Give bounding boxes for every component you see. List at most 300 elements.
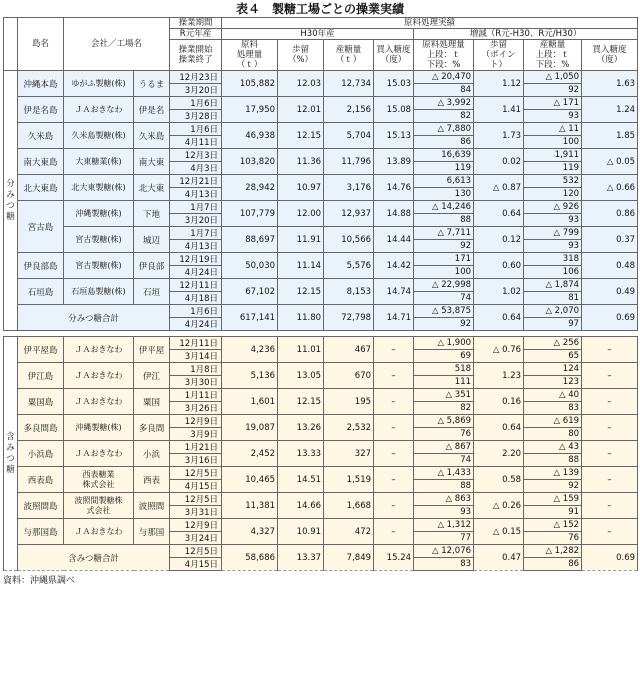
diff-processed-t: 171 [414, 253, 474, 266]
sugar-value: 13.89 [374, 149, 414, 175]
processed-value: 4,327 [222, 519, 278, 545]
header-start-end: 操業開始 操業終了 [170, 40, 222, 71]
start-date: 1月21日 [170, 441, 222, 454]
company-name: 宮古製糖(株) [64, 227, 134, 253]
ratio-value: 11.14 [278, 253, 324, 279]
table-row [4, 149, 638, 162]
diff-processed-pct: 130 [414, 188, 474, 201]
factory-name: 伊江 [134, 363, 170, 389]
ratio-value: 13.37 [278, 545, 324, 571]
category-label: 含みつ糖 [4, 337, 18, 571]
island-name: 久米島 [18, 123, 64, 149]
factory-name: 久米島 [134, 123, 170, 149]
end-date: 4月24日 [170, 266, 222, 279]
company-name: ＪＡおきなわ [64, 97, 134, 123]
island-name: 与那国島 [18, 519, 64, 545]
company-name: 大東糖業(株) [64, 149, 134, 175]
diff-processed-t: △ 12,076 [414, 545, 474, 558]
diff-sugar-value: – [582, 337, 638, 363]
header-island: 島名 [18, 18, 64, 71]
diff-output-pct: 93 [524, 240, 582, 253]
island-name: 伊江島 [18, 363, 64, 389]
diff-ratio-value: △ 0.76 [474, 337, 524, 363]
island-name: 多良間島 [18, 415, 64, 441]
diff-processed-t: △ 351 [414, 389, 474, 402]
table-row [4, 201, 638, 214]
diff-output-pct: 92 [524, 480, 582, 493]
processed-value: 2,452 [222, 441, 278, 467]
diff-output-t: △ 11 [524, 123, 582, 136]
diff-processed-t: △ 7,880 [414, 123, 474, 136]
header-diff-processed: 原料処理量 上段：ｔ 下段：% [414, 40, 474, 71]
end-date: 3月9日 [170, 428, 222, 441]
diff-processed-t: △ 863 [414, 493, 474, 506]
header-ratio: 歩留 （%） [278, 40, 324, 71]
island-name: 波照間島 [18, 493, 64, 519]
processed-value: 105,882 [222, 71, 278, 97]
diff-processed-pct: 84 [414, 84, 474, 97]
ratio-value: 14.51 [278, 467, 324, 493]
diff-processed-pct: 100 [414, 266, 474, 279]
start-date: 12月9日 [170, 519, 222, 532]
output-value: 8,153 [324, 279, 374, 305]
island-name: 南大東島 [18, 149, 64, 175]
diff-output-pct: 120 [524, 188, 582, 201]
diff-output-pct: 106 [524, 266, 582, 279]
header-diff-sugar: 買入糖度 （度） [582, 40, 638, 71]
end-date: 4月13日 [170, 188, 222, 201]
processed-value: 88,697 [222, 227, 278, 253]
diff-processed-t: △ 3,992 [414, 97, 474, 110]
end-date: 3月31日 [170, 506, 222, 519]
diff-output-t: △ 159 [524, 493, 582, 506]
diff-output-pct: 123 [524, 376, 582, 389]
header-output: 産糖量 （ｔ） [324, 40, 374, 71]
processed-value: 58,686 [222, 545, 278, 571]
header-period: 操業期間 [170, 18, 222, 29]
factory-name: 小浜 [134, 441, 170, 467]
output-value: 670 [324, 363, 374, 389]
diff-sugar-value: – [582, 493, 638, 519]
end-date: 3月26日 [170, 402, 222, 415]
ratio-value: 13.33 [278, 441, 324, 467]
total-label: 分みつ糖合計 [18, 305, 170, 331]
ratio-value: 12.15 [278, 389, 324, 415]
total-row [4, 305, 638, 318]
ratio-value: 12.15 [278, 123, 324, 149]
processed-value: 19,087 [222, 415, 278, 441]
diff-sugar-value: 1.85 [582, 123, 638, 149]
start-date: 12月19日 [170, 253, 222, 266]
processed-value: 103,820 [222, 149, 278, 175]
factory-name: 南大東 [134, 149, 170, 175]
diff-ratio-value: 1.41 [474, 97, 524, 123]
diff-output-t: △ 256 [524, 337, 582, 350]
diff-sugar-value: – [582, 415, 638, 441]
end-date: 3月20日 [170, 84, 222, 97]
output-value: 72,798 [324, 305, 374, 331]
end-date: 3月20日 [170, 214, 222, 227]
table-row [4, 493, 638, 506]
processed-value: 17,950 [222, 97, 278, 123]
diff-processed-t: △ 867 [414, 441, 474, 454]
diff-sugar-value: – [582, 441, 638, 467]
diff-processed-pct: 82 [414, 402, 474, 415]
ratio-value: 12.03 [278, 71, 324, 97]
end-date: 4月24日 [170, 318, 222, 331]
diff-ratio-value: △ 0.87 [474, 175, 524, 201]
table-row [4, 123, 638, 136]
diff-output-t: 124 [524, 363, 582, 376]
island-name: 宮古島 [18, 201, 64, 253]
table-row [4, 97, 638, 110]
diff-output-t: △ 2,070 [524, 305, 582, 318]
diff-ratio-value: 0.60 [474, 253, 524, 279]
company-name: ＪＡおきなわ [64, 441, 134, 467]
diff-output-t: △ 1,874 [524, 279, 582, 292]
ratio-value: 12.01 [278, 97, 324, 123]
diff-processed-pct: 111 [414, 376, 474, 389]
sugar-value: 14.88 [374, 201, 414, 227]
processed-value: 617,141 [222, 305, 278, 331]
diff-processed-pct: 82 [414, 110, 474, 123]
sugar-value: 14.74 [374, 279, 414, 305]
diff-output-pct: 76 [524, 532, 582, 545]
diff-sugar-value: 0.69 [582, 305, 638, 331]
processed-value: 10,465 [222, 467, 278, 493]
island-name: 粟国島 [18, 389, 64, 415]
diff-processed-t: 6,613 [414, 175, 474, 188]
diff-output-pct: 88 [524, 454, 582, 467]
diff-output-pct: 65 [524, 350, 582, 363]
table-row [4, 71, 638, 84]
diff-sugar-value: – [582, 389, 638, 415]
processed-value: 107,779 [222, 201, 278, 227]
source-note: 資料：沖縄県調べ [3, 576, 76, 586]
company-name: 波照間製糖株 式会社 [64, 493, 134, 519]
diff-output-pct: 93 [524, 110, 582, 123]
sugar-value: 14.42 [374, 253, 414, 279]
ratio-value: 11.80 [278, 305, 324, 331]
processed-value: 11,381 [222, 493, 278, 519]
processed-value: 1,601 [222, 389, 278, 415]
diff-output-t: 318 [524, 253, 582, 266]
diff-processed-t: △ 20,470 [414, 71, 474, 84]
output-value: 1,668 [324, 493, 374, 519]
sugar-value: – [374, 337, 414, 363]
header-h30: H30年産 [222, 29, 414, 40]
header-results: 原料処理実績 [222, 18, 638, 29]
diff-ratio-value: △ 0.26 [474, 493, 524, 519]
company-name: 北大東製糖(株) [64, 175, 134, 201]
company-name: ＪＡおきなわ [64, 389, 134, 415]
table-title: 表４ 製糖工場ごとの操業実績 [235, 2, 404, 16]
start-date: 12月5日 [170, 545, 222, 558]
company-name: ＪＡおきなわ [64, 363, 134, 389]
diff-output-pct: 119 [524, 162, 582, 175]
diff-output-t: △ 139 [524, 467, 582, 480]
sugar-value: 15.08 [374, 97, 414, 123]
factory-name: 北大東 [134, 175, 170, 201]
diff-processed-pct: 92 [414, 318, 474, 331]
start-date: 12月3日 [170, 149, 222, 162]
start-date: 1月8日 [170, 363, 222, 376]
factory-name: 粟国 [134, 389, 170, 415]
processed-value: 67,102 [222, 279, 278, 305]
diff-sugar-value: – [582, 467, 638, 493]
company-name: 宮古製糖(株) [64, 253, 134, 279]
diff-processed-t: 16,639 [414, 149, 474, 162]
diff-output-t: △ 152 [524, 519, 582, 532]
diff-ratio-value: 0.16 [474, 389, 524, 415]
end-date: 4月3日 [170, 162, 222, 175]
start-date: 12月11日 [170, 279, 222, 292]
diff-output-pct: 86 [524, 558, 582, 571]
factory-name: 多良間 [134, 415, 170, 441]
diff-processed-pct: 76 [414, 428, 474, 441]
diff-output-pct: 92 [524, 84, 582, 97]
table-row [4, 279, 638, 292]
table-row [4, 363, 638, 376]
diff-ratio-value: 1.73 [474, 123, 524, 149]
diff-sugar-value: 0.69 [582, 545, 638, 571]
table-row [4, 337, 638, 350]
processed-value: 50,030 [222, 253, 278, 279]
start-date: 1月6日 [170, 305, 222, 318]
sugar-value: – [374, 467, 414, 493]
table-row [4, 227, 638, 240]
factory-name: 城辺 [134, 227, 170, 253]
ratio-value: 13.26 [278, 415, 324, 441]
diff-output-t: △ 619 [524, 415, 582, 428]
sugar-value: 15.13 [374, 123, 414, 149]
output-value: 327 [324, 441, 374, 467]
output-value: 472 [324, 519, 374, 545]
ratio-value: 11.36 [278, 149, 324, 175]
output-value: 2,532 [324, 415, 374, 441]
diff-processed-t: △ 1,312 [414, 519, 474, 532]
output-value: 7,849 [324, 545, 374, 571]
diff-ratio-value: 0.12 [474, 227, 524, 253]
diff-ratio-value: 1.12 [474, 71, 524, 97]
ratio-value: 11.01 [278, 337, 324, 363]
diff-output-t: △ 799 [524, 227, 582, 240]
diff-processed-t: △ 7,711 [414, 227, 474, 240]
company-name: ＪＡおきなわ [64, 519, 134, 545]
diff-processed-pct: 92 [414, 240, 474, 253]
operations-table [3, 17, 638, 571]
table-row [4, 519, 638, 532]
diff-processed-pct: 69 [414, 350, 474, 363]
island-name: 小浜島 [18, 441, 64, 467]
factory-name: 与那国 [134, 519, 170, 545]
factory-name: 伊良部 [134, 253, 170, 279]
diff-ratio-value: 0.64 [474, 201, 524, 227]
processed-value: 5,136 [222, 363, 278, 389]
start-date: 12月5日 [170, 493, 222, 506]
island-name: 伊是名島 [18, 97, 64, 123]
factory-name: 伊是名 [134, 97, 170, 123]
start-date: 1月6日 [170, 97, 222, 110]
output-value: 195 [324, 389, 374, 415]
processed-value: 46,938 [222, 123, 278, 149]
diff-processed-pct: 93 [414, 506, 474, 519]
output-value: 1,519 [324, 467, 374, 493]
header-diff: 増減（R元-H30、R元/H30） [414, 29, 638, 40]
output-value: 3,176 [324, 175, 374, 201]
output-value: 10,566 [324, 227, 374, 253]
output-value: 5,704 [324, 123, 374, 149]
diff-ratio-value: 2.20 [474, 441, 524, 467]
diff-sugar-value: 0.86 [582, 201, 638, 227]
end-date: 3月14日 [170, 350, 222, 363]
end-date: 4月18日 [170, 292, 222, 305]
diff-output-t: 532 [524, 175, 582, 188]
diff-processed-pct: 119 [414, 162, 474, 175]
company-name: 沖縄製糖(株) [64, 415, 134, 441]
factory-name: 石垣 [134, 279, 170, 305]
sugar-value: 14.76 [374, 175, 414, 201]
table-row [4, 441, 638, 454]
diff-ratio-value: △ 0.15 [474, 519, 524, 545]
diff-ratio-value: 0.58 [474, 467, 524, 493]
factory-name: 西表 [134, 467, 170, 493]
sugar-value: – [374, 389, 414, 415]
company-name: ゆがふ製糖(株) [64, 71, 134, 97]
diff-sugar-value: 0.49 [582, 279, 638, 305]
start-date: 12月9日 [170, 415, 222, 428]
company-name: 西表糖業 株式会社 [64, 467, 134, 493]
diff-output-t: 1,911 [524, 149, 582, 162]
diff-processed-t: △ 1,900 [414, 337, 474, 350]
factory-name: 伊平屋 [134, 337, 170, 363]
start-date: 12月11日 [170, 337, 222, 350]
header-diff-ratio: 歩留 （ポイント） [474, 40, 524, 71]
end-date: 4月13日 [170, 240, 222, 253]
processed-value: 4,236 [222, 337, 278, 363]
table-row [4, 253, 638, 266]
end-date: 3月24日 [170, 532, 222, 545]
sugar-value: 14.44 [374, 227, 414, 253]
sugar-value: – [374, 493, 414, 519]
output-value: 467 [324, 337, 374, 363]
diff-ratio-value: 1.23 [474, 363, 524, 389]
diff-output-t: △ 40 [524, 389, 582, 402]
diff-output-pct: 81 [524, 292, 582, 305]
ratio-value: 12.00 [278, 201, 324, 227]
ratio-value: 10.97 [278, 175, 324, 201]
total-row [4, 545, 638, 558]
diff-output-pct: 91 [524, 506, 582, 519]
island-name: 沖縄本島 [18, 71, 64, 97]
diff-output-t: △ 926 [524, 201, 582, 214]
start-date: 12月21日 [170, 175, 222, 188]
diff-sugar-value: 1.24 [582, 97, 638, 123]
diff-processed-t: △ 22,998 [414, 279, 474, 292]
total-label: 含みつ糖合計 [18, 545, 170, 571]
ratio-value: 12.15 [278, 279, 324, 305]
output-value: 12,937 [324, 201, 374, 227]
diff-output-pct: 83 [524, 402, 582, 415]
diff-ratio-value: 1.02 [474, 279, 524, 305]
diff-processed-pct: 74 [414, 454, 474, 467]
end-date: 4月11日 [170, 136, 222, 149]
output-value: 11,796 [324, 149, 374, 175]
start-date: 1月7日 [170, 227, 222, 240]
diff-output-pct: 97 [524, 318, 582, 331]
end-date: 3月30日 [170, 376, 222, 389]
sugar-value: – [374, 519, 414, 545]
island-name: 西表島 [18, 467, 64, 493]
table-row [4, 467, 638, 480]
diff-ratio-value: 0.47 [474, 545, 524, 571]
company-name: 石垣島製糖(株) [64, 279, 134, 305]
sugar-value: 15.03 [374, 71, 414, 97]
diff-output-t: △ 1,282 [524, 545, 582, 558]
island-name: 北大東島 [18, 175, 64, 201]
diff-sugar-value: 0.37 [582, 227, 638, 253]
sugar-value: 15.24 [374, 545, 414, 571]
sugar-value: – [374, 441, 414, 467]
diff-processed-t: △ 53,875 [414, 305, 474, 318]
company-name: 久米島製糖(株) [64, 123, 134, 149]
header-processed: 原料 処理量 （ｔ） [222, 40, 278, 71]
start-date: 12月23日 [170, 71, 222, 84]
end-date: 3月28日 [170, 110, 222, 123]
diff-processed-pct: 86 [414, 136, 474, 149]
diff-output-t: △ 43 [524, 441, 582, 454]
output-value: 12,734 [324, 71, 374, 97]
diff-processed-pct: 83 [414, 558, 474, 571]
sugar-value: 14.71 [374, 305, 414, 331]
company-name: 沖縄製糖(株) [64, 201, 134, 227]
diff-processed-t: 518 [414, 363, 474, 376]
ratio-value: 14.66 [278, 493, 324, 519]
diff-sugar-value: 1.63 [582, 71, 638, 97]
diff-processed-t: △ 1,433 [414, 467, 474, 480]
island-name: 石垣島 [18, 279, 64, 305]
factory-name: 下地 [134, 201, 170, 227]
table-row [4, 389, 638, 402]
company-name: ＪＡおきなわ [64, 337, 134, 363]
diff-output-t: △ 1,050 [524, 71, 582, 84]
diff-output-t: △ 171 [524, 97, 582, 110]
header-diff-output: 産糖量 上段：ｔ 下段：% [524, 40, 582, 71]
end-date: 4月15日 [170, 558, 222, 571]
diff-sugar-value: 0.48 [582, 253, 638, 279]
processed-value: 28,942 [222, 175, 278, 201]
diff-sugar-value: – [582, 519, 638, 545]
diff-processed-t: △ 5,869 [414, 415, 474, 428]
ratio-value: 11.91 [278, 227, 324, 253]
diff-ratio-value: 0.64 [474, 415, 524, 441]
header-year: R元年産 [170, 29, 222, 40]
ratio-value: 13.05 [278, 363, 324, 389]
table-row [4, 415, 638, 428]
diff-sugar-value: △ 0.66 [582, 175, 638, 201]
diff-sugar-value: – [582, 363, 638, 389]
diff-sugar-value: △ 0.05 [582, 149, 638, 175]
factory-name: うるま [134, 71, 170, 97]
island-name: 伊平屋島 [18, 337, 64, 363]
end-date: 4月15日 [170, 480, 222, 493]
diff-processed-pct: 88 [414, 214, 474, 227]
output-value: 5,576 [324, 253, 374, 279]
start-date: 1月6日 [170, 123, 222, 136]
diff-ratio-value: 0.02 [474, 149, 524, 175]
ratio-value: 10.91 [278, 519, 324, 545]
diff-processed-pct: 74 [414, 292, 474, 305]
